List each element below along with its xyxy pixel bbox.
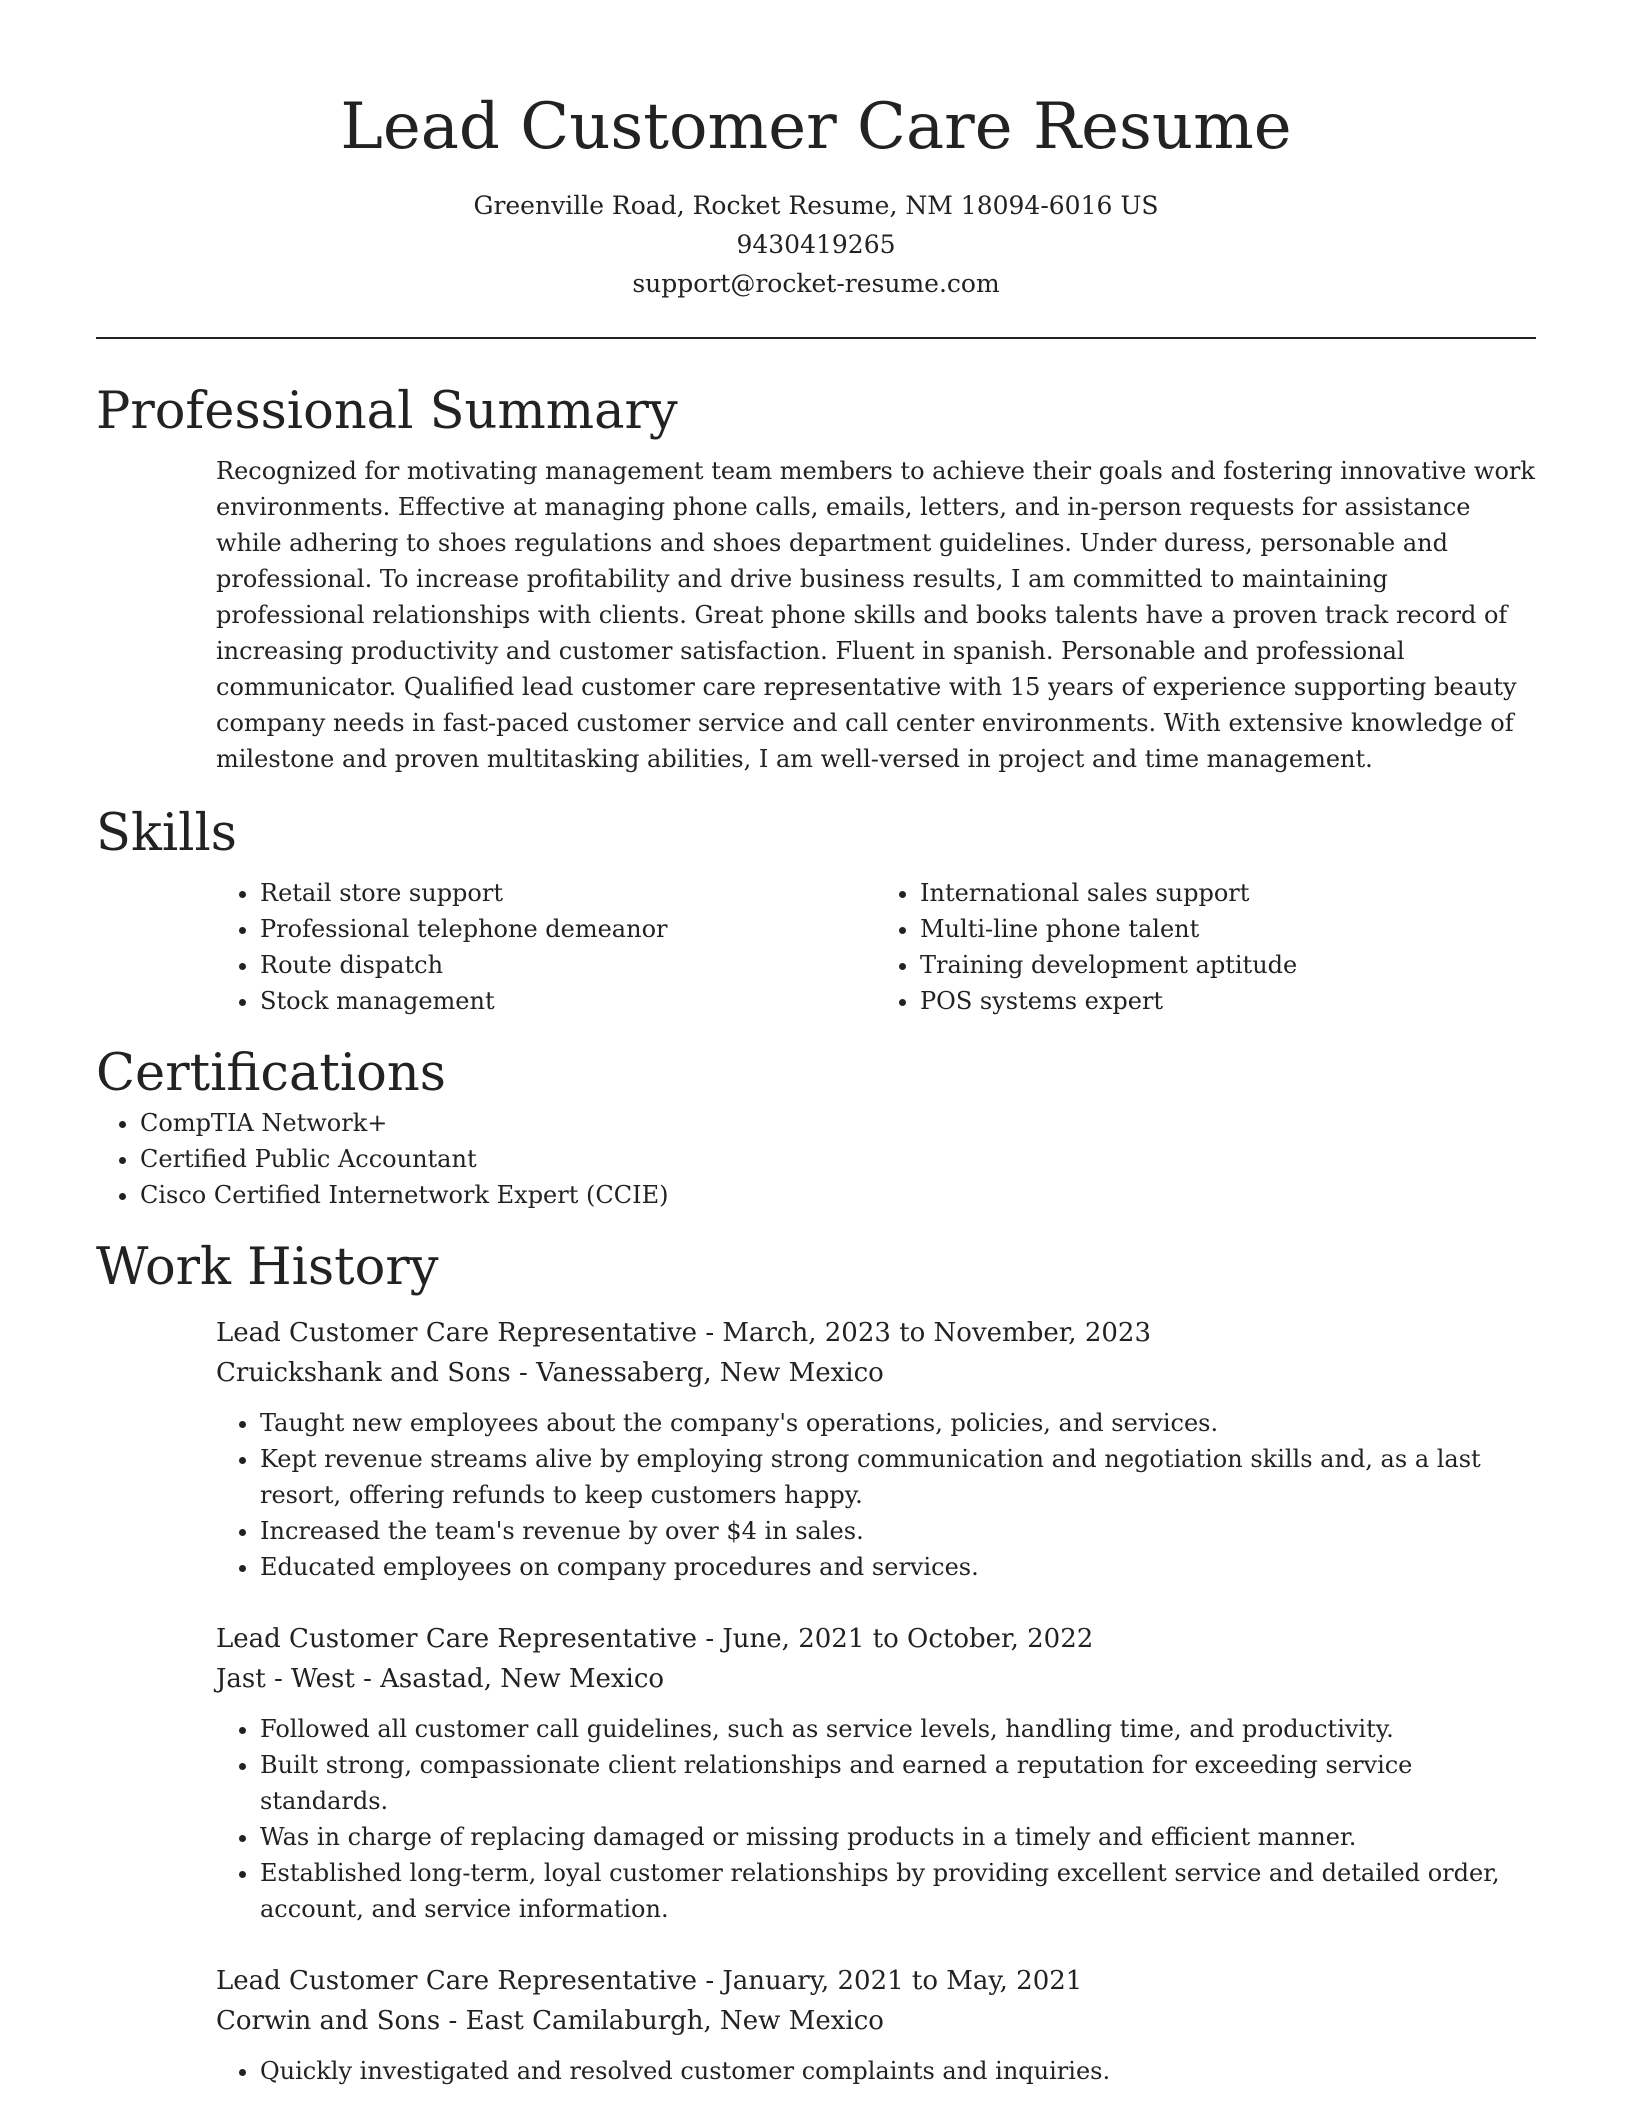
skill-item: • Training development aptitude <box>920 947 1536 983</box>
skills-section <box>96 803 1536 1019</box>
job-bullet: • Kept revenue streams alive by employing strong communication and negotiation skills and, as a last resort, offering refunds to keep customers happy. <box>260 1441 1536 1513</box>
certifications-list <box>96 1105 1536 1213</box>
work-history-section <box>96 1237 1536 2089</box>
job-location: East Camilaburgh, New Mexico <box>465 2006 884 2036</box>
job-location: Asastad, New Mexico <box>380 1664 665 1694</box>
job-company-line <box>216 1659 1536 1699</box>
job-company: Jast - West <box>216 1664 355 1694</box>
job-title: Lead Customer Care Representative <box>216 1624 698 1654</box>
job-dates: January, 2021 to May, 2021 <box>722 1966 1083 1996</box>
certifications-heading: Certifications <box>96 1044 446 1103</box>
job-bullets <box>216 2053 1536 2089</box>
job-company-line <box>216 2001 1536 2041</box>
certification-item: • CompTIA Network+ <box>140 1105 1536 1141</box>
skills-grid <box>216 875 1536 1019</box>
job-company: Corwin and Sons <box>216 2006 441 2036</box>
job-sep: - <box>705 1624 723 1654</box>
job-bullet: • Educated employees on company procedures and services. <box>260 1549 1536 1585</box>
certification-item: • Certified Public Accountant <box>140 1141 1536 1177</box>
resume-header <box>96 0 1536 303</box>
job-bullets <box>216 1405 1536 1585</box>
contact-info <box>96 186 1536 303</box>
job-dates: June, 2021 to October, 2022 <box>722 1624 1094 1654</box>
skill-item: • Route dispatch <box>260 947 876 983</box>
job-bullet: • Taught new employees about the company's operations, policies, and services. <box>260 1405 1536 1441</box>
job-company: Cruickshank and Sons <box>216 1358 511 1388</box>
certifications-section <box>96 1043 1536 1213</box>
job-sep: - <box>705 1966 723 1996</box>
job-title: Lead Customer Care Representative <box>216 1318 698 1348</box>
skill-item: • Multi-line phone talent <box>920 911 1536 947</box>
job-sep: - <box>363 1664 381 1694</box>
certification-item: • Cisco Certified Internetwork Expert (CCIE) <box>140 1177 1536 1213</box>
job-bullet: • Quickly investigated and resolved customer complaints and inquiries. <box>260 2053 1536 2089</box>
skill-item: • International sales support <box>920 875 1536 911</box>
job-entry <box>216 1313 1536 1585</box>
job-entry <box>216 1961 1536 2089</box>
job-bullet: • Established long-term, loyal customer relationships by providing excellent service and detailed order, account, and service information. <box>260 1855 1536 1927</box>
header-divider <box>96 337 1536 339</box>
job-bullet: • Was in charge of replacing damaged or missing products in a timely and efficient manner. <box>260 1819 1536 1855</box>
job-title-line <box>216 1313 1536 1353</box>
contact-phone: 9430419265 <box>736 230 896 259</box>
skill-item: • Professional telephone demeanor <box>260 911 876 947</box>
job-dates: March, 2023 to November, 2023 <box>722 1318 1151 1348</box>
skill-item: • Stock management <box>260 983 876 1019</box>
job-sep: - <box>705 1318 723 1348</box>
skill-item: • POS systems expert <box>920 983 1536 1019</box>
skill-item: • Retail store support <box>260 875 876 911</box>
job-bullet: • Increased the team's revenue by over $4 in sales. <box>260 1513 1536 1549</box>
job-bullet: • Built strong, compassionate client relationships and earned a reputation for exceeding service standards. <box>260 1747 1536 1819</box>
job-sep: - <box>519 1358 537 1388</box>
skills-list-right <box>876 875 1536 1019</box>
job-location: Vanessaberg, New Mexico <box>536 1358 884 1388</box>
job-title-line <box>216 1619 1536 1659</box>
contact-email: support@rocket-resume.com <box>632 269 1000 298</box>
skills-heading: Skills <box>96 804 237 863</box>
job-entry <box>216 1619 1536 1927</box>
resume-title: Lead Customer Care Resume <box>340 90 1292 164</box>
job-company-line <box>216 1353 1536 1393</box>
summary-paragraph: Recognized for motivating management team members to achieve their goals and fostering innovative work environments. Effective at managing phone calls, emails, letters, and in-person requests for assistance while adhering to shoes regulations and shoes department guidelines. Under duress, personable and professional. To increase profitability and drive business results, I am committed to maintaining professional relationships with clients. Great phone skills and books talents have a proven track record of increasing productivity and customer satisfaction. Fluent in spanish. Personable and professional communicator. Qualified lead customer care representative with 15 years of experience supporting beauty company needs in fast-paced customer service and call center environments. With extensive knowledge of milestone and proven multitasking abilities, I am well-versed in project and time management. <box>216 457 1535 773</box>
job-bullet: • Followed all customer call guidelines, such as service levels, handling time, and productivity. <box>260 1711 1536 1747</box>
summary-section <box>96 381 1536 777</box>
skills-list-left <box>216 875 876 1019</box>
job-bullets <box>216 1711 1536 1927</box>
job-title: Lead Customer Care Representative <box>216 1966 698 1996</box>
summary-heading: Professional Summary <box>96 382 678 441</box>
work-history-heading: Work History <box>96 1238 439 1297</box>
job-title-line <box>216 1961 1536 2001</box>
job-sep: - <box>448 2006 466 2036</box>
contact-address: Greenville Road, Rocket Resume, NM 18094-6016 US <box>473 191 1159 220</box>
